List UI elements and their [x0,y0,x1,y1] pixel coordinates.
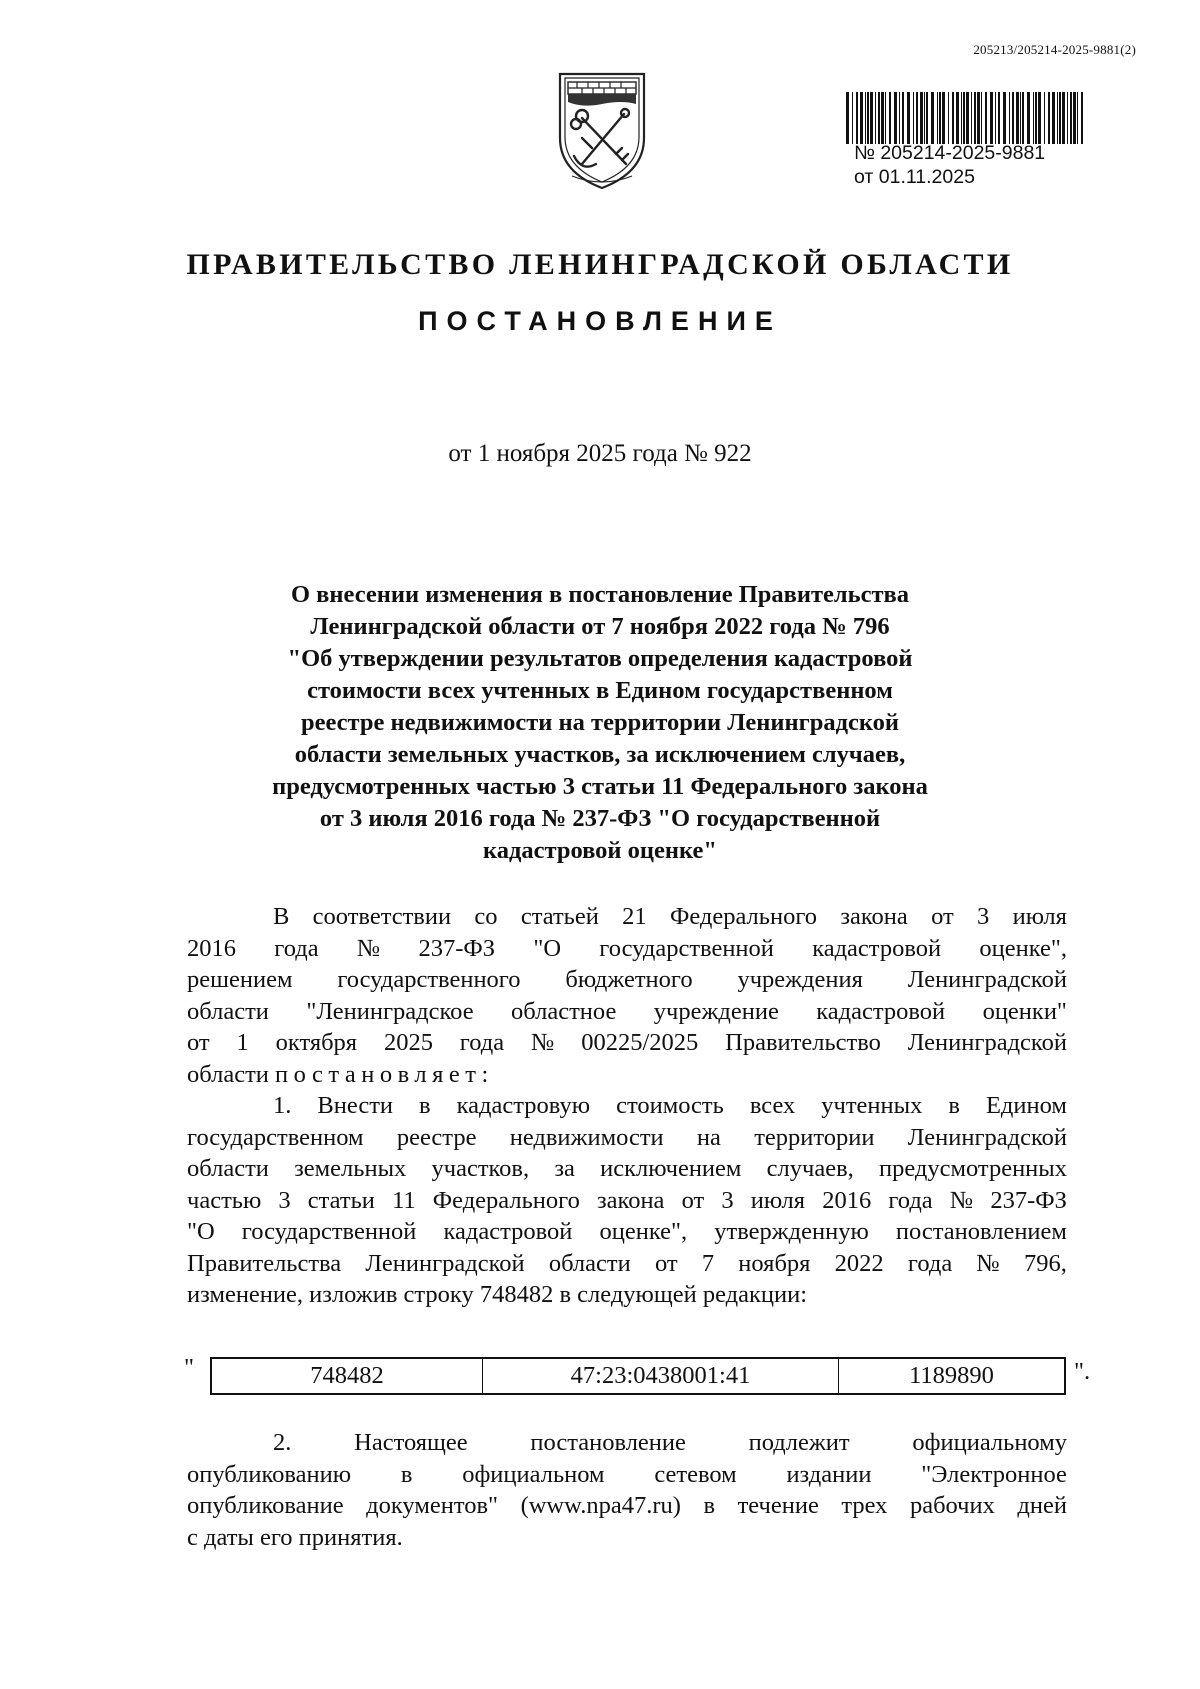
publication-clause [187,1427,1067,1553]
word: постановление [530,1429,686,1456]
document-date-number: от 1 ноября 2025 года № 922 [448,440,752,467]
word: опубликование [187,1492,344,1519]
word: областное [511,997,617,1025]
word: (www.npa47.ru) [520,1492,681,1519]
word: дней [1017,1492,1067,1519]
text-line [187,1090,1067,1122]
word: 2025 [383,1029,433,1056]
word: закона [840,903,908,930]
word: реестре [396,1123,477,1151]
document-subject [0,579,1200,867]
word: 1. [273,1092,292,1119]
text-line [187,996,1067,1028]
word: всех [749,1092,796,1119]
table-row [210,1357,1066,1395]
issuing-authority: ПРАВИТЕЛЬСТВО ЛЕНИНГРАДСКОЙ ОБЛАСТИ [186,248,1014,281]
word: Ленинградской [365,1249,525,1277]
word: кадастровой [443,1218,573,1245]
text-line [187,1059,1067,1091]
word: государственной [599,934,774,962]
word: Федерального [669,903,818,930]
word: "Ленинградское [306,997,474,1025]
word: 00225/2025 [581,1029,699,1056]
word: В [273,903,290,930]
word: "О [187,1218,215,1245]
word: № [530,1029,555,1056]
word: в [419,1092,431,1119]
word: за [554,1155,575,1182]
text-line [187,1490,1067,1522]
word: 2016 [822,1186,872,1214]
subject-line: Ленинградской области от 7 ноября 2022 года № 796 [310,613,890,640]
word: "О [533,934,562,962]
word: со [474,903,498,930]
word: статьей [520,903,599,930]
word: учтенных [821,1092,923,1119]
word: в [703,1492,716,1519]
coat-of-arms-icon [552,68,652,192]
word: течение [737,1492,819,1519]
word: на [696,1123,721,1151]
word: 2016 [187,934,236,962]
word: документов" [366,1492,499,1519]
word: 7 [701,1249,715,1277]
text-line [187,1248,1067,1280]
word: 3 [278,1186,291,1214]
word: бюджетного [565,966,693,993]
word: соответствии [312,903,452,930]
word: исключением [600,1155,742,1182]
text-line [187,1153,1067,1185]
word: учреждение [653,997,779,1025]
word: 1 [236,1029,249,1056]
word: Едином [985,1092,1067,1119]
table-cell-row-number: 748482 [212,1359,483,1393]
document-reference: 205213/205214-2025-9881(2) [973,42,1136,57]
word: территории [754,1123,875,1151]
word: постановлением [895,1218,1067,1245]
word: 3 [721,1186,734,1214]
subject-line: от 3 июля 2016 года № 237-ФЗ "О государственной [319,805,881,832]
word: государственной [241,1218,417,1245]
subject-line: О внесении изменения в постановление Правительства [291,581,909,608]
text-line [187,1459,1067,1491]
subject-line: "Об утверждении результатов определения кадастровой [287,645,913,672]
word: июля [750,1186,806,1214]
word: от [681,1186,705,1214]
word: 237-ФЗ [990,1186,1067,1214]
word: № [976,1249,1000,1277]
table-cell-cadastral-number: 47:23:0438001:41 [483,1359,839,1393]
word: июля [1012,903,1067,930]
subject-line: реестре недвижимости на территории Ленинградской [300,709,899,736]
text-line [187,933,1067,965]
word: решением [187,966,293,993]
word: от [654,1249,678,1277]
resolves-word: постановляет: [275,1060,494,1088]
word: области [187,1060,276,1088]
word: 237-ФЗ [418,934,496,962]
word: № [356,934,381,962]
word: 2022 [834,1249,884,1277]
word: государственного [337,966,521,993]
text-line [187,1027,1067,1059]
quote-close: ". [1074,1358,1091,1385]
word: оценке", [599,1218,688,1245]
amendment-table [180,1352,1090,1392]
word: области [187,1155,269,1182]
text-line [187,1216,1067,1248]
word: официальному [912,1429,1067,1456]
word: № [949,1186,974,1214]
word: в [400,1460,413,1488]
subject-line: области земельных участков, за исключением случаев, [294,741,906,768]
barcode-icon [846,92,1086,144]
word: 21 [622,903,647,930]
word: Внести [317,1092,394,1119]
word: Федерального [432,1186,580,1214]
subject-line: стоимости всех учтенных в Едином государственном [307,677,893,704]
word: государственном [187,1123,364,1151]
quote-open: " [184,1354,195,1381]
word: частью [187,1186,262,1214]
word: года [274,934,319,962]
registration-date: от 01.11.2025 [854,166,975,188]
word: кадастровой [816,997,946,1025]
word: в [948,1092,960,1119]
word: трех [841,1492,888,1519]
word: официальном [462,1460,605,1488]
word: участков, [431,1155,530,1182]
word: утвержденную [714,1218,869,1245]
text-line [187,1427,1067,1459]
word: 796, [1024,1249,1067,1277]
operative-text [187,901,1067,1311]
text-line: изменение, изложив строку 748482 в следующей редакции: [187,1281,808,1308]
word: ноября [738,1249,811,1277]
word: Ленинградской [907,966,1067,993]
word: недвижимости [509,1123,664,1151]
word: года [459,1029,505,1056]
word: издании [786,1460,872,1488]
word: оценки" [982,997,1067,1025]
word: статьи [307,1186,375,1214]
word: земельных [294,1155,407,1182]
text-line [187,964,1067,996]
word: области [548,1249,631,1277]
word: кадастровую [456,1092,591,1119]
word: октября [275,1029,358,1056]
word: года [888,1186,933,1214]
word: 3 [977,903,990,930]
text-line [187,901,1067,933]
word: года [907,1249,953,1277]
word: учреждения [737,966,863,993]
word: Ленинградской [907,1029,1067,1056]
word: 11 [392,1186,416,1214]
text-line [187,1122,1067,1154]
subject-line: кадастровой оценке" [482,837,717,864]
text-line: с даты его принятия. [187,1523,403,1551]
word: кадастровой [812,934,942,962]
word: случаев, [766,1155,854,1182]
word: закона [596,1186,665,1214]
subject-line: предусмотренных частью 3 статьи 11 Федерального закона [272,773,928,800]
registration-number: № 205214-2025-9881 [854,142,1046,164]
word: от [931,903,954,930]
word: Ленинградской [907,1123,1067,1151]
word: подлежит [748,1429,850,1456]
word: Настоящее [354,1429,468,1456]
word: 2. [273,1429,292,1456]
word: оценке", [979,934,1067,962]
word: предусмотренных [879,1155,1067,1182]
word: стоимость [616,1092,724,1119]
word: Правительства [187,1249,342,1277]
word: опубликованию [187,1460,352,1488]
word: "Электронное [921,1460,1067,1488]
word: Правительство [725,1029,881,1056]
word: сетевом [654,1460,737,1488]
word: области [187,997,269,1025]
word: рабочих [909,1492,995,1519]
text-line [187,1185,1067,1217]
word: от [187,1029,210,1056]
document-type: ПОСТАНОВЛЕНИЕ [418,306,782,336]
table-cell-cadastral-value: 1189890 [909,1362,994,1389]
